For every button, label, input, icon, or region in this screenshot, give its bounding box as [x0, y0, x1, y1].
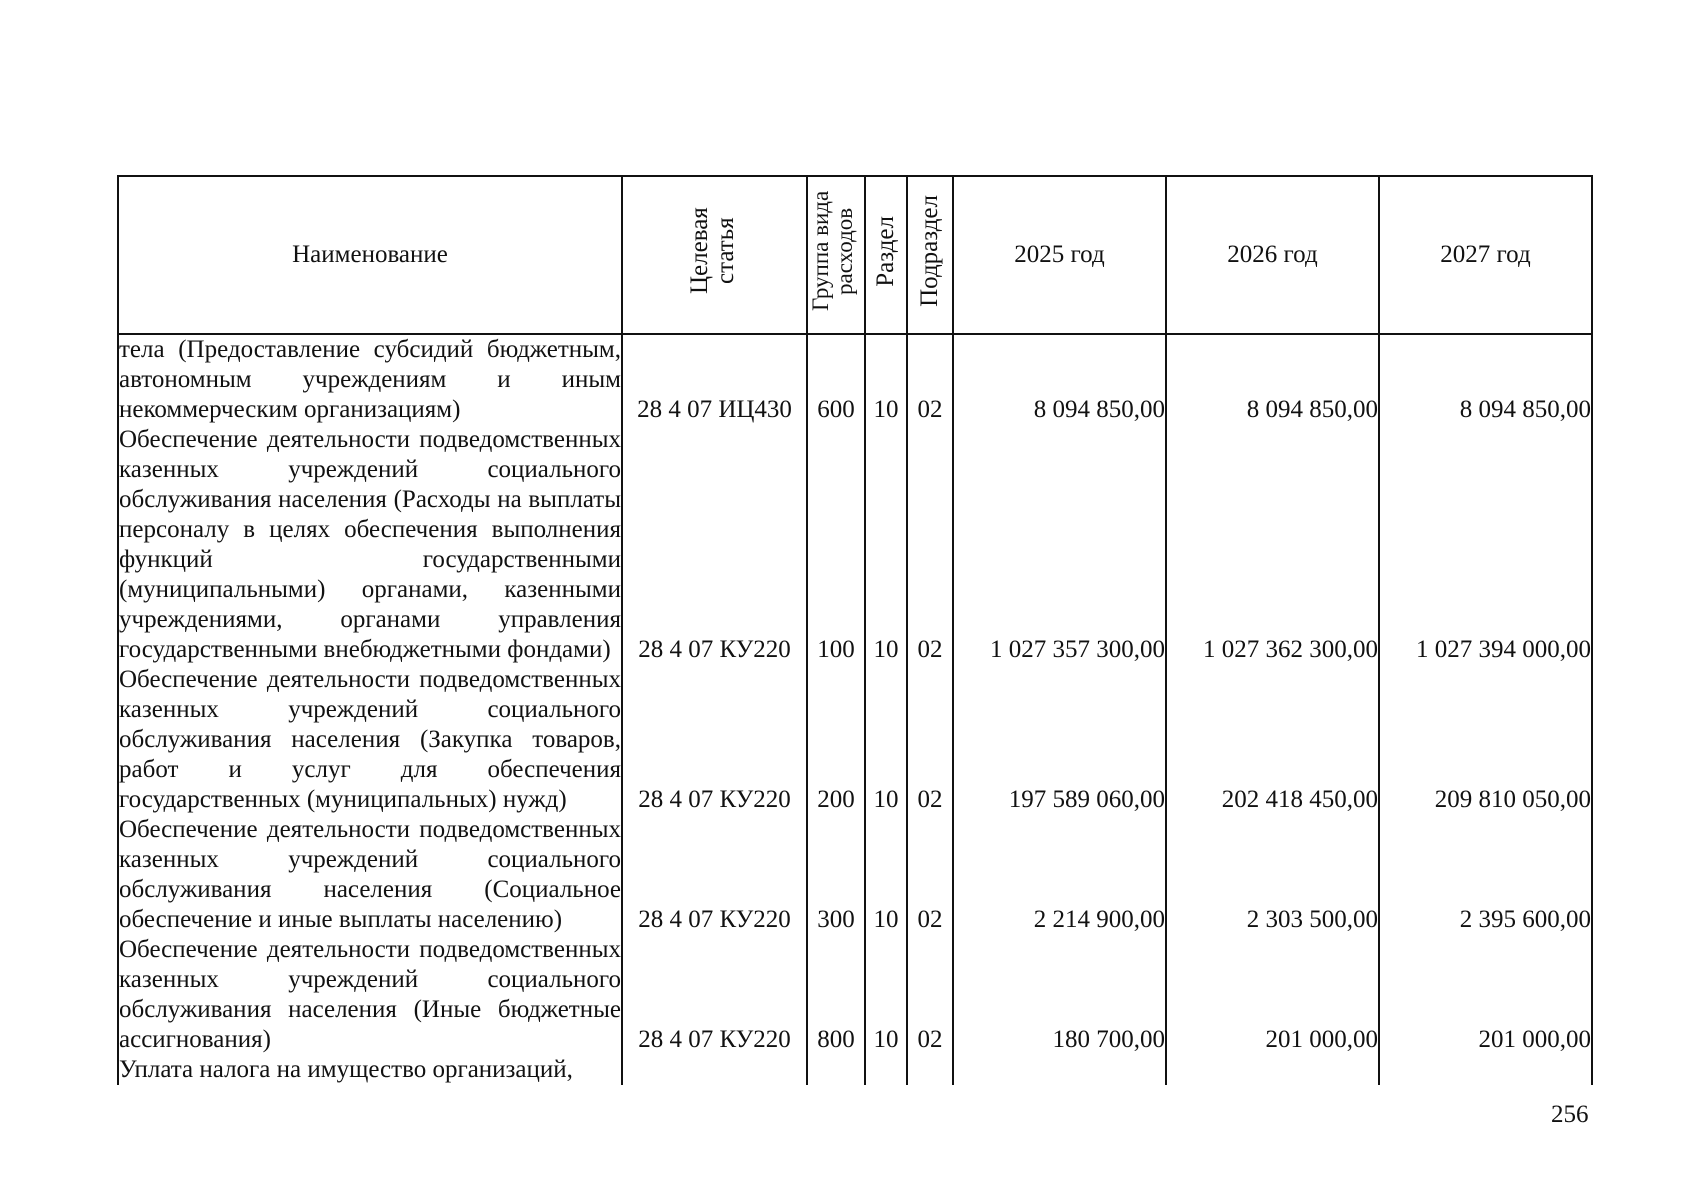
page-number: 256 [1551, 1101, 1589, 1128]
row-section: 10 [865, 815, 907, 935]
row-subsection: 02 [907, 935, 953, 1055]
table-row [118, 815, 1592, 935]
row-name: Обеспечение деятельности подведомственных казенных учреждений социального обслуживания населения (Закупка товаров, работ и услуг для обеспечения государственных (муниципальных) нужд) [119, 666, 621, 813]
row-article: 28 4 07 КУ220 [622, 665, 807, 815]
header-target-article: Целевая статья [685, 207, 739, 295]
row-2025: 180 700,00 [953, 935, 1166, 1055]
row-name: Обеспечение деятельности подведомственных казенных учреждений социального обслуживания населения (Расходы на выплаты персоналу в целях обеспечения выполнения функций государственными (муниципальными) органами, казенными учреждениями, органами управления государственными внебюджетными фондами) [119, 426, 621, 663]
row-group: 300 [807, 815, 865, 935]
table-row [118, 425, 1592, 665]
row-2025: 2 214 900,00 [953, 815, 1166, 935]
row-section: 10 [865, 425, 907, 665]
row-subsection: 02 [907, 425, 953, 665]
row-name: Уплата налога на имущество организаций, [118, 1055, 622, 1085]
row-article: 28 4 07 ИЦ430 [622, 334, 807, 425]
header-name: Наименование [118, 176, 622, 334]
table-row [118, 665, 1592, 815]
row-2025: 197 589 060,00 [953, 665, 1166, 815]
row-section: 10 [865, 935, 907, 1055]
row-2025: 1 027 357 300,00 [953, 425, 1166, 665]
table-row [118, 935, 1592, 1055]
row-2026: 1 027 362 300,00 [1166, 425, 1379, 665]
header-expense-group: Группа вида расходов [808, 190, 857, 312]
header-2025: 2025 год [953, 176, 1166, 334]
header-subsection: Подраздел [916, 195, 943, 307]
header-2026: 2026 год [1166, 176, 1379, 334]
row-2026: 8 094 850,00 [1166, 334, 1379, 425]
row-subsection: 02 [907, 665, 953, 815]
row-name: Обеспечение деятельности подведомственных казенных учреждений социального обслуживания населения (Социальное обеспечение и иные выплаты населению) [119, 816, 621, 933]
row-2026: 2 303 500,00 [1166, 815, 1379, 935]
row-2027: 8 094 850,00 [1379, 334, 1592, 425]
row-section: 10 [865, 665, 907, 815]
row-section: 10 [865, 334, 907, 425]
row-2027: 201 000,00 [1379, 935, 1592, 1055]
table-row [118, 1055, 1592, 1085]
row-article: 28 4 07 КУ220 [622, 815, 807, 935]
row-2027: 209 810 050,00 [1379, 665, 1592, 815]
row-name: тела (Предоставление субсидий бюджетным, автономным учреждениям и иным некоммерческим организациям) [119, 336, 621, 423]
budget-table [117, 175, 1593, 1085]
row-article: 28 4 07 КУ220 [622, 935, 807, 1055]
row-2027: 1 027 394 000,00 [1379, 425, 1592, 665]
row-group: 800 [807, 935, 865, 1055]
row-name: Обеспечение деятельности подведомственных казенных учреждений социального обслуживания населения (Иные бюджетные ассигнования) [119, 936, 621, 1053]
row-subsection: 02 [907, 334, 953, 425]
row-article: 28 4 07 КУ220 [622, 425, 807, 665]
row-subsection: 02 [907, 815, 953, 935]
header-section: Раздел [872, 215, 899, 287]
row-group: 200 [807, 665, 865, 815]
row-group: 600 [807, 334, 865, 425]
row-2026: 202 418 450,00 [1166, 665, 1379, 815]
row-2025: 8 094 850,00 [953, 334, 1166, 425]
table-row [118, 334, 1592, 425]
row-2027: 2 395 600,00 [1379, 815, 1592, 935]
row-2026: 201 000,00 [1166, 935, 1379, 1055]
row-group: 100 [807, 425, 865, 665]
table-header-row [118, 176, 1592, 334]
header-2027: 2027 год [1379, 176, 1592, 334]
